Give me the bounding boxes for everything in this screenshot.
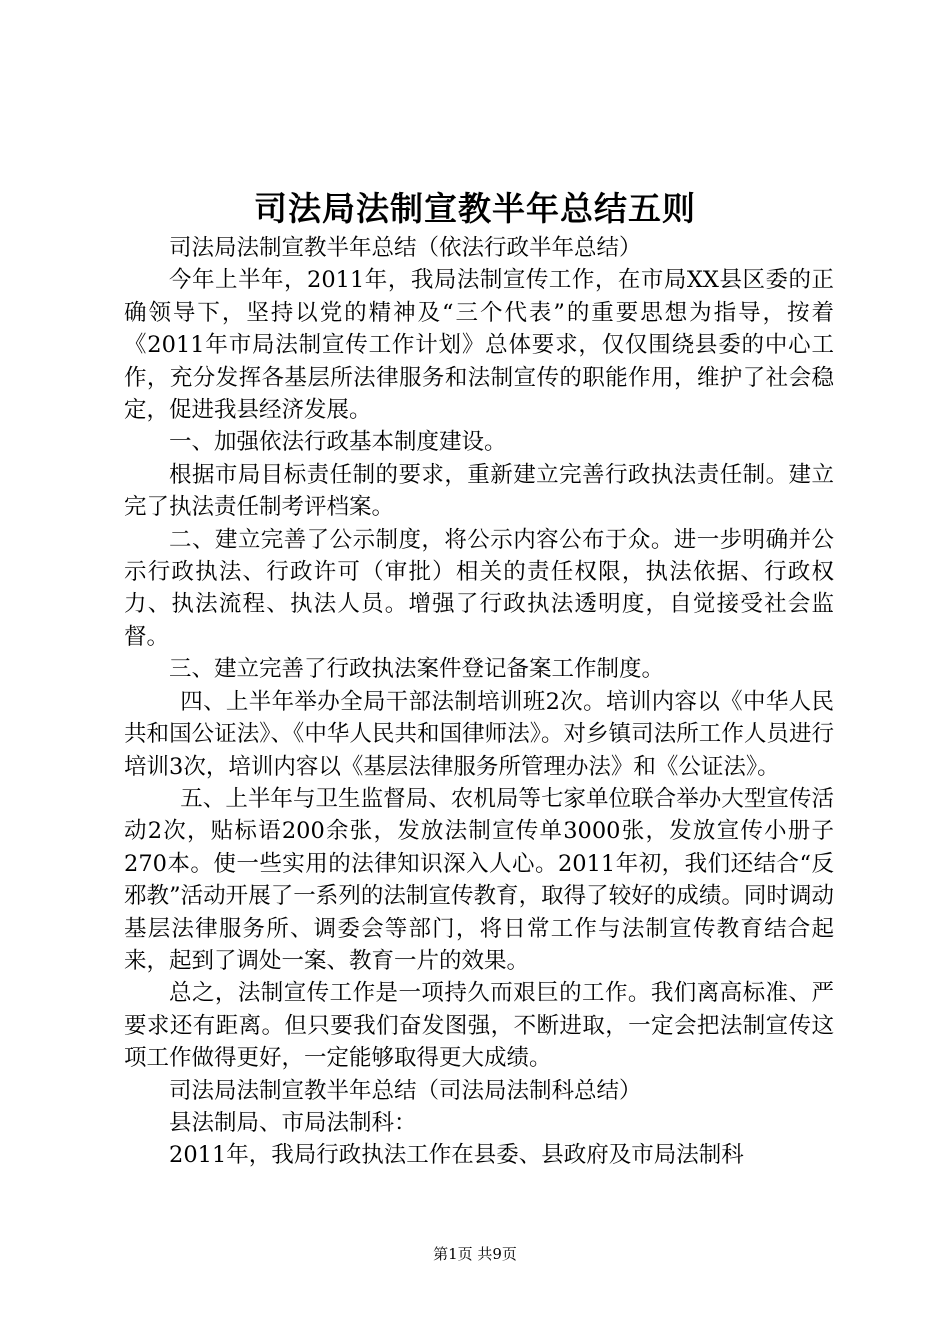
paragraph-section-1-heading: 一、加强依法行政基本制度建设。 [169, 429, 507, 456]
document-title: 司法局法制宣教半年总结五则 [254, 189, 696, 228]
paragraph-section-3: 三、建立完善了行政执法案件登记备案工作制度。 [169, 656, 665, 683]
paragraph-conclusion: 总之，法制宣传工作是一项持久而艰巨的工作。我们离高标准、严要求还有距离。但只要我们奋发图强，不断进取，一定会把法制宣传这项工作做得更好，一定能够取得更大成绩。 [124, 980, 834, 1072]
document-body [124, 232, 834, 1172]
paragraph-intro: 今年上半年，2011年，我局法制宣传工作，在市局XX县区委的正确领导下，坚持以党的精神及“三个代表”的重要思想为指导，按着《2011年市局法制宣传工作计划》总体要求，仅仅围绕县委的中心工作，充分发挥各基层所法律服务和法制宣传的职能作用，维护了社会稳定，促进我县经济发展。 [124, 267, 834, 424]
paragraph-section-1-body: 根据市局目标责任制的要求，重新建立完善行政执法责任制。建立完了执法责任制考评档案。 [124, 461, 834, 521]
paragraph-section-2: 二、建立完善了公示制度，将公示内容公布于众。进一步明确并公示行政执法、行政许可（审批）相关的责任权限，执法依据、行政权力、执法流程、执法人员。增强了行政执法透明度，自觉接受社会监督。 [124, 526, 834, 650]
paragraph-subtitle-1: 司法局法制宣教半年总结（依法行政半年总结） [169, 235, 642, 261]
paragraph-section-4: 四、上半年举办全局干部法制培训班2次。培训内容以《中华人民共和国公证法》、《中华人民共和国律师法》。对乡镇司法所工作人员进行培训3次，培训内容以《基层法律服务所管理办法》和《公证法》。 [124, 688, 834, 780]
paragraph-section-5: 五、上半年与卫生监督局、农机局等七家单位联合举办大型宣传活动2次，贴标语200余张，发放法制宣传单3000张，发放宣传小册子270本。使一些实用的法律知识深入人心。2011年初，我们还结合“反邪教”活动开展了一系列的法制宣传教育，取得了较好的成绩。同时调动基层法律服务所、调委会等部门，将日常工作与法制宣传教育结合起来，起到了调处一案、教育一片的效果。 [124, 785, 834, 974]
paragraph-second-report-start: 2011年，我局行政执法工作在县委、县政府及市局法制科 [169, 1142, 744, 1169]
page-number-footer: 第1页 共9页 [433, 1245, 517, 1263]
paragraph-salutation: 县法制局、市局法制科： [169, 1109, 417, 1136]
paragraph-subtitle-2: 司法局法制宣教半年总结（司法局法制科总结） [169, 1077, 642, 1104]
